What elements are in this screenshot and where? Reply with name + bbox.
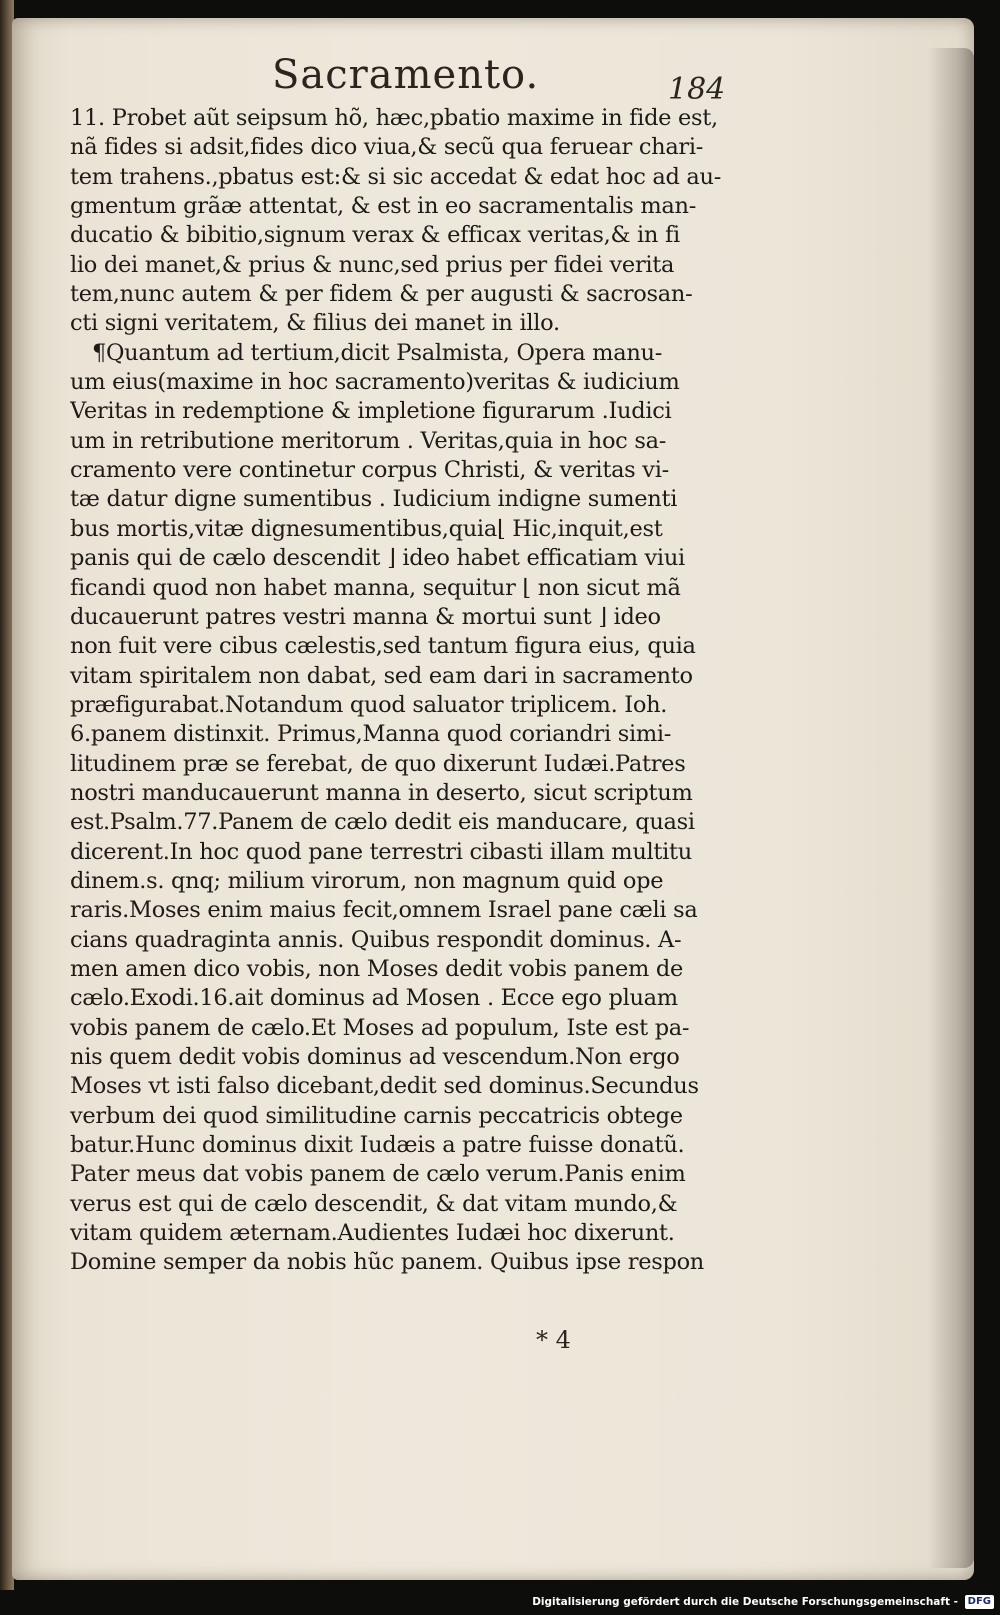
text-line: Domine semper da nobis hũc panem. Quibus ipse respon — [70, 1249, 705, 1276]
text-line: ficandi quod non habet manna, sequitur ⌊ non sicut mã — [70, 574, 681, 601]
text-line: est.Psalm.77.Panem de cælo dedit eis manducare, quasi — [70, 809, 695, 836]
text-line: Pater meus dat vobis panem de cælo verum.Panis enim — [70, 1161, 686, 1188]
text-line: ducatio & bibitio,signum verax & efficax veritas,& in fi — [70, 222, 680, 249]
text-line: dicerent.In hoc quod pane terrestri cibasti illam multitu — [70, 838, 692, 865]
text-line: um eius(maxime in hoc sacramento)veritas & iudicium — [70, 369, 680, 396]
text-line: præfigurabat.Notandum quod saluator triplicem. Ioh. — [70, 691, 668, 718]
text-line: gmentum grãæ attentat, & est in eo sacramentalis man- — [70, 193, 696, 220]
text-line: nis quem dedit vobis dominus ad vescendum.Non ergo — [70, 1044, 680, 1070]
text-line: cti signi veritatem, & filius dei manet in illo. — [70, 310, 560, 337]
page-shadow — [928, 48, 974, 1568]
text-line: vobis panem de cælo.Et Moses ad populum, Iste est pa- — [70, 1014, 690, 1041]
text-line: raris.Moses enim maius fecit,omnem Israel pane cæli sa — [70, 897, 698, 924]
dfg-logo: DFG — [965, 1595, 994, 1609]
text-line: Moses vt isti falso dicebant,dedit sed dominus.Secundus — [70, 1073, 699, 1100]
text-line: men amen dico vobis, non Moses dedit vobis panem de — [70, 955, 684, 982]
text-line: tem trahens.,pbatus est:& si sic accedat & edat hoc ad au- — [70, 163, 722, 190]
footer-text: Digitalisierung gefördert durch die Deutsche Forschungsgemeinschaft - — [532, 1596, 958, 1608]
text-line: cramento vere continetur corpus Christi, & veritas vi- — [70, 457, 669, 484]
text-line: vitam quidem æternam.Audientes Iudæi hoc dixerunt. — [70, 1220, 675, 1247]
text-line: lio dei manet,& prius & nunc,sed prius per fidei verita — [70, 251, 675, 278]
text-line: ducauerunt patres vestri manna & mortui sunt ⌋ ideo — [70, 603, 661, 630]
text-line: 11. Probet aũt seipsum hõ, hæc,pbatio maxime in fide est, — [70, 105, 718, 131]
text-line: um in retributione meritorum . Veritas,quia in hoc sa- — [70, 427, 667, 454]
text-line: cælo.Exodi.16.ait dominus ad Mosen . Ecce ego pluam — [70, 985, 678, 1012]
text-line: cians quadraginta annis. Quibus respondit dominus. A- — [70, 926, 682, 953]
text-line: panis qui de cælo descendit ⌋ ideo habet efficatiam viui — [70, 545, 685, 572]
text-line: nã fides si adsit,fides dico viua,& secũ qua feruear chari- — [70, 134, 704, 161]
text-line: vitam spiritalem non dabat, sed eam dari in sacramento — [70, 662, 693, 689]
running-head: Sacramento. — [272, 52, 540, 98]
text-line: non fuit vere cibus cælestis,sed tantum figura eius, quia — [70, 633, 696, 660]
footer-credit — [532, 1592, 994, 1612]
body-text — [70, 104, 770, 1278]
text-line: tæ datur digne sumentibus . Iudicium indigne sumenti — [70, 486, 678, 513]
text-line: litudinem præ se ferebat, de quo dixerunt Iudæi.Patres — [70, 750, 686, 777]
text-line: bus mortis,vitæ dignesumentibus,quia⌊ Hic,inquit,est — [70, 515, 663, 542]
text-line: batur.Hunc dominus dixit Iudæis a patre fuisse donatũ. — [70, 1132, 685, 1159]
text-line: tem,nunc autem & per fidem & per augusti & sacrosan- — [70, 281, 693, 308]
paragraph-start-line: ¶Quantum ad tertium,dicit Psalmista, Opera manu- — [92, 339, 663, 366]
text-line: Veritas in redemptione & impletione figurarum .Iudici — [70, 398, 672, 425]
text-line: nostri manducauerunt manna in deserto, sicut scriptum — [70, 779, 693, 806]
text-line: dinem.s. qnq; milium virorum, non magnum quid ope — [70, 867, 664, 894]
text-line: verbum dei quod similitudine carnis peccatricis obtege — [70, 1102, 683, 1129]
signature-mark: * 4 — [536, 1326, 571, 1354]
page-number: 184 — [668, 72, 726, 107]
text-line: verus est qui de cælo descendit, & dat vitam mundo,& — [70, 1190, 678, 1217]
text-line: 6.panem distinxit. Primus,Manna quod coriandri simi- — [70, 721, 672, 748]
